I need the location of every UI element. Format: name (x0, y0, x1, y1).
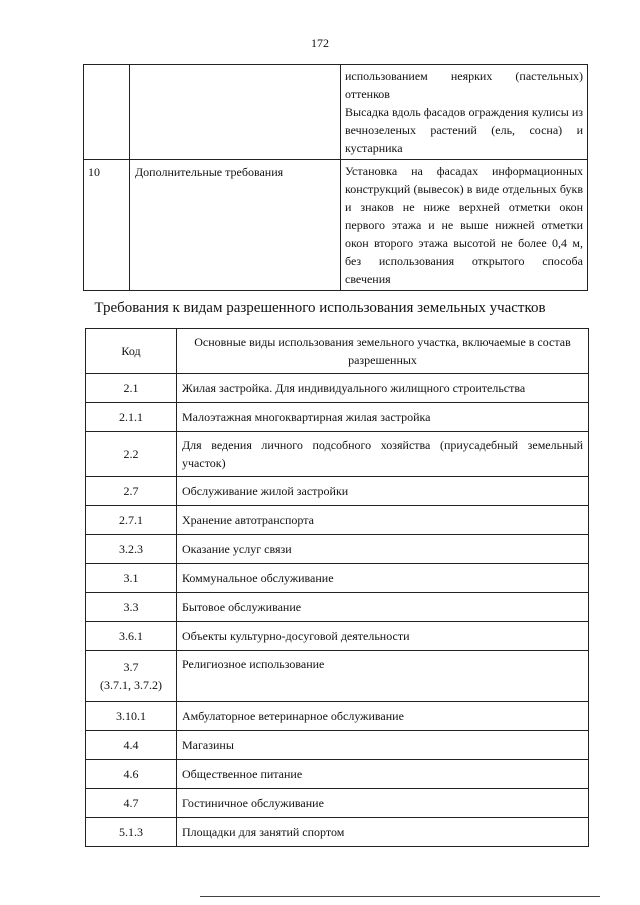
code-cell: 4.6 (86, 760, 177, 789)
desc-cell: Бытовое обслуживание (177, 593, 589, 622)
desc-cell: Хранение автотранспорта (177, 506, 589, 535)
code-cell: 2.7.1 (86, 506, 177, 535)
text-line: вечнозеленых растений (ель, сосна) и (345, 123, 583, 137)
desc-cell: Жилая застройка. Для индивидуального жилищного строительства (177, 374, 589, 403)
code-cell: 3.3 (86, 593, 177, 622)
code-cell: 2.1.1 (86, 403, 177, 432)
row-name-cell (130, 65, 341, 160)
table-row (84, 65, 588, 160)
table-row (86, 506, 589, 535)
desc-cell: Обслуживание жилой застройки (177, 477, 589, 506)
desc-cell: Магазины (177, 731, 589, 760)
code-sub: (3.7.1, 3.7.2) (100, 678, 162, 692)
desc-cell: Коммунальное обслуживание (177, 564, 589, 593)
desc-cell: Для ведения личного подсобного хозяйства (приусадебный земельный участок) (177, 432, 589, 477)
table-row (84, 160, 588, 291)
continuation-table (83, 64, 588, 291)
code-cell: 2.7 (86, 477, 177, 506)
table-row (86, 760, 589, 789)
table-header-row (86, 329, 589, 374)
table-row (86, 432, 589, 477)
row-number-cell: 10 (84, 160, 130, 291)
section-title: Требования к видам разрешенного использования земельных участков (94, 300, 546, 316)
header-desc: Основные виды использования земельного участка, включаемые в состав разрешенных (177, 329, 589, 374)
text-line: использованием неярких (пастельных) (345, 69, 583, 83)
table-row (86, 564, 589, 593)
code-cell: 4.4 (86, 731, 177, 760)
table-row (86, 818, 589, 847)
table-row (86, 651, 589, 702)
row-text-cell (341, 65, 588, 160)
header-code: Код (86, 329, 177, 374)
code-cell: 2.1 (86, 374, 177, 403)
desc-cell: Религиозное использование (177, 651, 589, 702)
land-use-table (85, 328, 589, 847)
desc-cell: Гостиничное обслуживание (177, 789, 589, 818)
code-cell: 3.1 (86, 564, 177, 593)
table-row (86, 374, 589, 403)
desc-cell: Объекты культурно-досуговой деятельности (177, 622, 589, 651)
table-row (86, 789, 589, 818)
scan-artifact-line (200, 896, 600, 897)
table-row (86, 731, 589, 760)
table-row (86, 593, 589, 622)
row-name-cell: Дополнительные требования (130, 160, 341, 291)
table-row (86, 622, 589, 651)
desc-cell: Общественное питание (177, 760, 589, 789)
row-number-cell (84, 65, 130, 160)
code-cell: 3.6.1 (86, 622, 177, 651)
table-row (86, 477, 589, 506)
desc-cell: Амбулаторное ветеринарное обслуживание (177, 702, 589, 731)
text-line: кустарника (345, 141, 403, 155)
text-line: Высадка вдоль фасадов ограждения кулисы из (345, 105, 583, 119)
code-main: 3.7 (123, 660, 139, 674)
desc-cell: Площадки для занятий спортом (177, 818, 589, 847)
code-cell: 3.10.1 (86, 702, 177, 731)
desc-cell: Малоэтажная многоквартирная жилая застройка (177, 403, 589, 432)
table-row (86, 702, 589, 731)
code-cell: 5.1.3 (86, 818, 177, 847)
desc-cell: Оказание услуг связи (177, 535, 589, 564)
code-cell: 2.2 (86, 432, 177, 477)
code-cell: 4.7 (86, 789, 177, 818)
code-cell (86, 651, 177, 702)
text-line: оттенков (345, 87, 390, 101)
table-row (86, 535, 589, 564)
code-cell: 3.2.3 (86, 535, 177, 564)
row-text-cell: Установка на фасадах информационных конструкций (вывесок) в виде отдельных букв и знаков не ниже верхней отметки окон первого этажа и не выше нижней отметки окон второго этажа высотой не более 0,4 м, без использования открытого способа свечения (341, 160, 588, 291)
page-number: 172 (311, 36, 329, 50)
table-row (86, 403, 589, 432)
